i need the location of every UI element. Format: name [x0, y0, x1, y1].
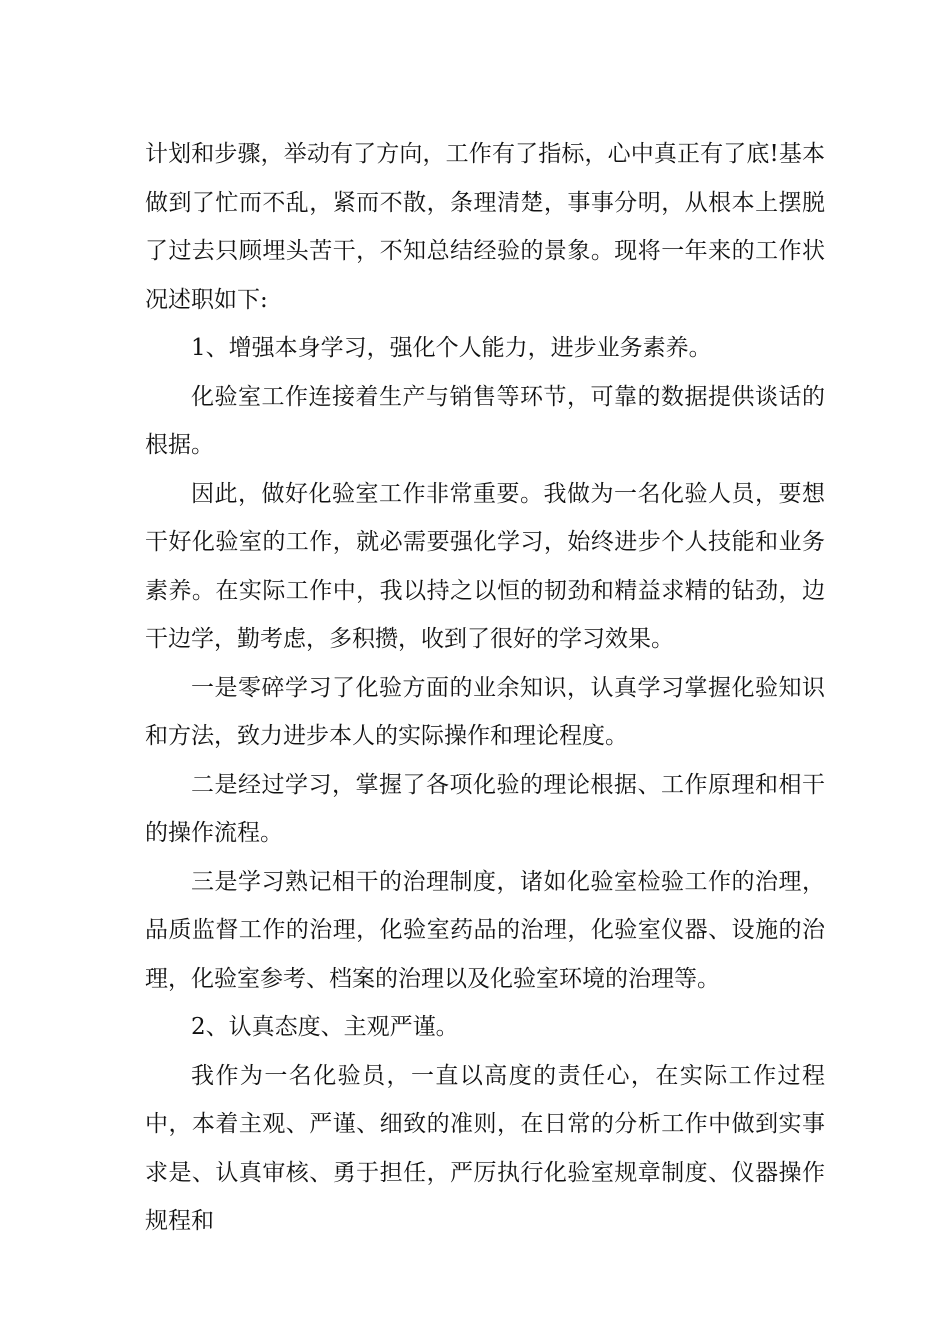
- paragraph: 化验室工作连接着生产与销售等环节，可靠的数据提供谈话的根据。: [145, 383, 825, 458]
- paragraph: 二是经过学习，掌握了各项化验的理论根据、工作原理和相干的操作流程。: [145, 771, 825, 846]
- paragraph: 三是学习熟记相干的治理制度，诸如化验室检验工作的治理，品质监督工作的治理，化验室药品的治理，化验室仪器、设施的治理，化验室参考、档案的治理以及化验室环境的治理等。: [145, 868, 825, 992]
- paragraph: 1、增强本身学习，强化个人能力，进步业务素养。: [191, 335, 712, 361]
- paragraph: 我作为一名化验员，一直以高度的责任心，在实际工作过程中，本着主观、严谨、细致的准则，在日常的分析工作中做到实事求是、认真审核、勇于担任，严厉执行化验室规章制度、仪器操作规程和: [145, 1062, 825, 1234]
- paragraph: 计划和步骤，举动有了方向，工作有了指标，心中真正有了底!基本做到了忙而不乱，紧而不散，条理清楚，事事分明，从根本上摆脱了过去只顾埋头苦干，不知总结经验的景象。现将一年来的工作状况述职如下:: [145, 141, 825, 313]
- document-body: [145, 130, 825, 1246]
- paragraph: 2、认真态度、主观严谨。: [191, 1014, 459, 1040]
- paragraph: 一是零碎学习了化验方面的业余知识，认真学习掌握化验知识和方法，致力进步本人的实际操作和理论程度。: [145, 674, 825, 749]
- paragraph: 因此，做好化验室工作非常重要。我做为一名化验人员，要想干好化验室的工作，就必需要强化学习，始终进步个人技能和业务素养。在实际工作中，我以持之以恒的韧劲和精益求精的钻劲，边干边学，勤考虑，多积攒，收到了很好的学习效果。: [145, 480, 825, 652]
